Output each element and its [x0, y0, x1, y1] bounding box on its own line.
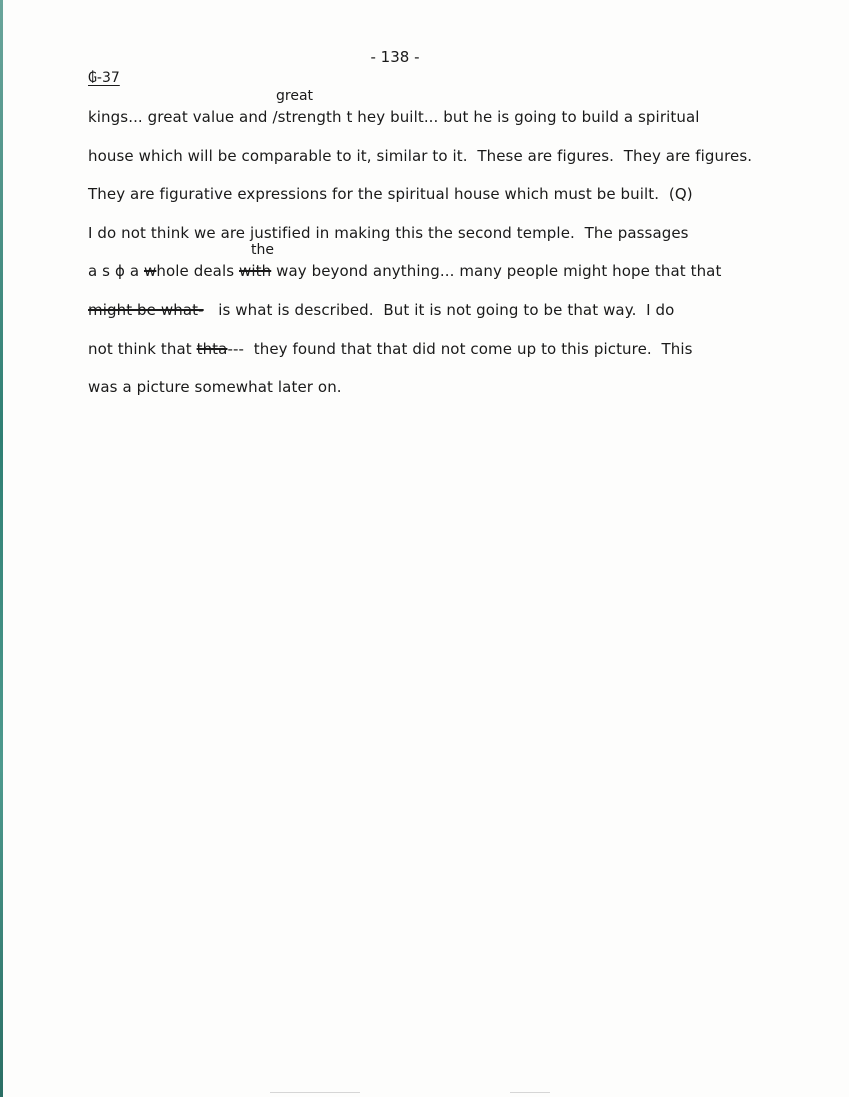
text-line-3: They are figurative expressions for the spiritual house which must be built. (Q) [88, 185, 693, 203]
text-line-7-part-a: not think that [88, 340, 197, 358]
struck-phrase: might be what- [88, 301, 204, 319]
text-line-7 [88, 340, 693, 358]
text-line-5-part-d: way beyond anything... many people might hope that that [271, 262, 722, 280]
text-line-2: house which will be comparable to it, similar to it. These are figures. They are figures. [88, 147, 753, 165]
page-edge-binding [0, 0, 3, 1097]
deletion-mark: ɸ [114, 262, 125, 280]
text-line-5-part-c: hole deals [156, 262, 239, 280]
text-line-1-part-a: kings... great value and [88, 108, 273, 126]
text-line-6 [88, 301, 674, 319]
text-line-8: was a picture somewhat later on. [88, 378, 342, 396]
text-line-5-part-b: a [124, 262, 144, 280]
text-line-1-part-b: strength t hey built... but he is going to build a spiritual [277, 108, 700, 126]
text-line-6-part-b: is what is described. But it is not going to be that way. I do [203, 301, 675, 319]
text-line-5-part-a: a s [88, 262, 115, 280]
scan-artifact [270, 1092, 360, 1093]
section-reference: ₲-37 [88, 70, 120, 86]
text-line-7-part-b: --- they found that that did not come up to this picture. This [227, 340, 693, 358]
text-line-1 [88, 108, 700, 126]
text-line-4: I do not think we are justified in making this the second temple. The passages [88, 224, 689, 242]
text-line-5 [88, 262, 721, 280]
handwritten-insert-the: the [251, 242, 274, 258]
struck-word-thta: thta [196, 340, 228, 358]
scan-artifact [510, 1092, 550, 1093]
handwritten-insert-great: great [276, 88, 314, 104]
page-number: - 138 - [370, 48, 420, 66]
overtyped-letter: w [143, 262, 157, 280]
insertion-caret: / [272, 108, 278, 126]
struck-word-with: with [239, 262, 272, 280]
